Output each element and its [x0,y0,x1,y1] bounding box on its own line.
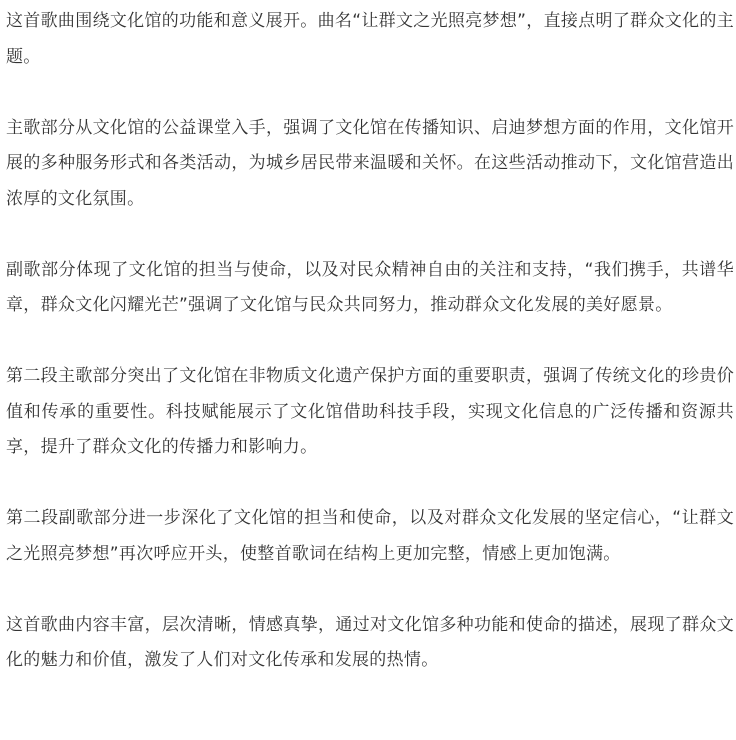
article-body [6,4,734,679]
paragraph-verse-one: 主歌部分从文化馆的公益课堂入手，强调了文化馆在传播知识、启迪梦想方面的作用，文化馆开展的多种服务形式和各类活动，为城乡居民带来温暖和关怀。在这些活动推动下，文化馆营造出浓厚的文化氛围。 [6,117,734,209]
paragraph-chorus-two: 第二段副歌部分进一步深化了文化馆的担当和使命，以及对群众文化发展的坚定信心，“让群文之光照亮梦想”再次呼应开头，使整首歌词在结构上更加完整，情感上更加饱满。 [6,508,734,564]
paragraph-intro: 这首歌曲围绕文化馆的功能和意义展开。曲名“让群文之光照亮梦想”，直接点明了群众文化的主题。 [6,11,734,67]
paragraph-conclusion: 这首歌曲内容丰富，层次清晰，情感真挚，通过对文化馆多种功能和使命的描述，展现了群众文化的魅力和价值，激发了人们对文化传承和发展的热情。 [6,614,734,670]
paragraph-chorus-one: 副歌部分体现了文化馆的担当与使命，以及对民众精神自由的关注和支持，“我们携手，共谱华章，群众文化闪耀光芒”强调了文化馆与民众共同努力，推动群众文化发展的美好愿景。 [6,259,734,315]
paragraph-verse-two: 第二段主歌部分突出了文化馆在非物质文化遗产保护方面的重要职责，强调了传统文化的珍贵价值和传承的重要性。科技赋能展示了文化馆借助科技手段，实现文化信息的广泛传播和资源共享，提升了群众文化的传播力和影响力。 [6,366,734,457]
